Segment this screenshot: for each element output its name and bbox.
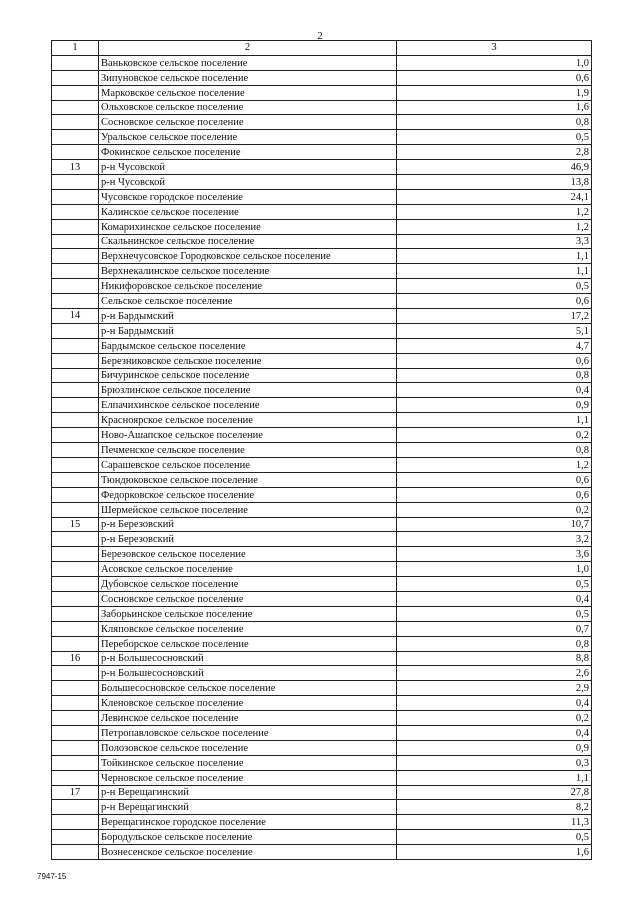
row-number-cell (52, 383, 99, 398)
row-name-cell: Асовское сельское поселение (99, 562, 397, 577)
row-number-cell (52, 636, 99, 651)
table-row (52, 770, 592, 785)
row-number-cell (52, 591, 99, 606)
row-value-cell: 1,2 (397, 219, 592, 234)
row-name-cell: Березниковское сельское поселение (99, 353, 397, 368)
row-number-cell (52, 472, 99, 487)
row-name-cell: Вознесенское сельское поселение (99, 845, 397, 860)
table-row (52, 249, 592, 264)
row-number-cell (52, 85, 99, 100)
row-number-cell (52, 130, 99, 145)
row-number-cell (52, 487, 99, 502)
row-value-cell: 0,5 (397, 830, 592, 845)
row-name-cell: р-н Верещагинский (99, 800, 397, 815)
row-value-cell: 2,9 (397, 681, 592, 696)
table-row (52, 621, 592, 636)
row-number-cell (52, 249, 99, 264)
row-number-cell (52, 845, 99, 860)
row-number-cell (52, 621, 99, 636)
table-row (52, 740, 592, 755)
row-name-cell: Кляповское сельское поселение (99, 621, 397, 636)
row-number-cell: 16 (52, 651, 99, 666)
row-number-cell (52, 294, 99, 309)
table-row (52, 666, 592, 681)
row-number-cell (52, 562, 99, 577)
table-row (52, 532, 592, 547)
table-row (52, 323, 592, 338)
row-name-cell: Дубовское сельское поселение (99, 577, 397, 592)
row-number-cell (52, 353, 99, 368)
row-value-cell: 10,7 (397, 517, 592, 532)
row-number-cell (52, 502, 99, 517)
row-value-cell: 0,5 (397, 279, 592, 294)
row-value-cell: 2,8 (397, 145, 592, 160)
row-number-cell (52, 547, 99, 562)
row-value-cell: 8,2 (397, 800, 592, 815)
table-row (52, 502, 592, 517)
row-name-cell: р-н Чусовской (99, 160, 397, 175)
row-name-cell: Печменское сельское поселение (99, 443, 397, 458)
table-row (52, 457, 592, 472)
row-number-cell (52, 830, 99, 845)
table-row (52, 547, 592, 562)
column-header-2: 2 (99, 41, 397, 56)
row-name-cell: Брюзлинское сельское поселение (99, 383, 397, 398)
row-name-cell: р-н Бардымский (99, 309, 397, 324)
row-name-cell: Чусовское городское поселение (99, 189, 397, 204)
column-header-1: 1 (52, 41, 99, 56)
table-row (52, 487, 592, 502)
row-value-cell: 0,8 (397, 368, 592, 383)
footer-code: 7947-15 (37, 872, 67, 881)
row-number-cell (52, 55, 99, 70)
table-row (52, 696, 592, 711)
row-value-cell: 0,6 (397, 487, 592, 502)
row-name-cell: Зипуновское сельское поселение (99, 70, 397, 85)
row-value-cell: 24,1 (397, 189, 592, 204)
row-name-cell: р-н Большесосновский (99, 666, 397, 681)
row-value-cell: 1,9 (397, 85, 592, 100)
row-name-cell: Федорковское сельское поселение (99, 487, 397, 502)
row-name-cell: Елпачихинское сельское поселение (99, 398, 397, 413)
table-row (52, 115, 592, 130)
table-row (52, 562, 592, 577)
table-row (52, 591, 592, 606)
table-row (52, 353, 592, 368)
row-value-cell: 0,4 (397, 591, 592, 606)
row-value-cell: 27,8 (397, 785, 592, 800)
table-row (52, 681, 592, 696)
row-name-cell: Ново-Ашапское сельское поселение (99, 428, 397, 443)
row-name-cell: Полозовское сельское поселение (99, 740, 397, 755)
row-value-cell: 1,1 (397, 249, 592, 264)
row-name-cell: Кленовское сельское поселение (99, 696, 397, 711)
row-value-cell: 11,3 (397, 815, 592, 830)
page-number: 2 (317, 30, 323, 42)
table-row (52, 651, 592, 666)
row-value-cell: 3,3 (397, 234, 592, 249)
table-header-row (52, 41, 592, 56)
row-name-cell: Сельское сельское поселение (99, 294, 397, 309)
row-name-cell: Тюндюковское сельское поселение (99, 472, 397, 487)
column-header-3: 3 (397, 41, 592, 56)
row-number-cell (52, 234, 99, 249)
row-value-cell: 0,6 (397, 70, 592, 85)
table-row (52, 845, 592, 860)
table-row (52, 204, 592, 219)
row-name-cell: Бардымское сельское поселение (99, 338, 397, 353)
table-row (52, 711, 592, 726)
row-name-cell: Шермейское сельское поселение (99, 502, 397, 517)
row-name-cell: Уральское сельское поселение (99, 130, 397, 145)
row-number-cell (52, 725, 99, 740)
row-number-cell (52, 457, 99, 472)
table-row (52, 755, 592, 770)
row-name-cell: Ваньковское сельское поселение (99, 55, 397, 70)
row-name-cell: Марковское сельское поселение (99, 85, 397, 100)
row-number-cell (52, 338, 99, 353)
row-number-cell (52, 532, 99, 547)
row-number-cell (52, 100, 99, 115)
row-value-cell: 1,2 (397, 204, 592, 219)
row-value-cell: 0,6 (397, 353, 592, 368)
row-number-cell (52, 323, 99, 338)
table-row (52, 160, 592, 175)
row-number-cell: 17 (52, 785, 99, 800)
row-number-cell (52, 681, 99, 696)
row-name-cell: Бичуринское сельское поселение (99, 368, 397, 383)
row-number-cell (52, 368, 99, 383)
table-row (52, 189, 592, 204)
row-name-cell: Комарихинское сельское поселение (99, 219, 397, 234)
row-value-cell: 0,5 (397, 130, 592, 145)
table-row (52, 800, 592, 815)
table-row (52, 279, 592, 294)
table-row (52, 517, 592, 532)
row-name-cell: Заборьинское сельское поселение (99, 606, 397, 621)
row-value-cell: 17,2 (397, 309, 592, 324)
row-name-cell: Фокинское сельское поселение (99, 145, 397, 160)
data-table (51, 40, 592, 860)
row-number-cell (52, 175, 99, 190)
row-value-cell: 0,4 (397, 696, 592, 711)
row-name-cell: Красноярское сельское поселение (99, 413, 397, 428)
row-name-cell: Бородульское сельское поселение (99, 830, 397, 845)
row-name-cell: Черновское сельское поселение (99, 770, 397, 785)
row-number-cell: 13 (52, 160, 99, 175)
row-name-cell: Верхнечусовское Городковское сельское поселение (99, 249, 397, 264)
row-number-cell (52, 189, 99, 204)
row-value-cell: 0,6 (397, 472, 592, 487)
row-number-cell (52, 815, 99, 830)
row-value-cell: 0,3 (397, 755, 592, 770)
row-value-cell: 1,0 (397, 55, 592, 70)
row-value-cell: 2,6 (397, 666, 592, 681)
row-name-cell: Калинское сельское поселение (99, 204, 397, 219)
row-number-cell (52, 145, 99, 160)
row-value-cell: 1,1 (397, 770, 592, 785)
row-name-cell: Переборское сельское поселение (99, 636, 397, 651)
row-value-cell: 1,0 (397, 562, 592, 577)
table-row (52, 577, 592, 592)
row-number-cell (52, 398, 99, 413)
row-number-cell (52, 696, 99, 711)
row-value-cell: 0,9 (397, 740, 592, 755)
row-value-cell: 0,6 (397, 294, 592, 309)
row-name-cell: р-н Чусовской (99, 175, 397, 190)
table-row (52, 785, 592, 800)
row-number-cell (52, 606, 99, 621)
table-row (52, 338, 592, 353)
table-row (52, 175, 592, 190)
row-name-cell: Тойкинское сельское поселение (99, 755, 397, 770)
row-value-cell: 0,2 (397, 428, 592, 443)
row-value-cell: 1,2 (397, 457, 592, 472)
row-value-cell: 0,4 (397, 383, 592, 398)
row-value-cell: 8,8 (397, 651, 592, 666)
row-name-cell: р-н Верещагинский (99, 785, 397, 800)
table-row (52, 145, 592, 160)
table-row (52, 70, 592, 85)
row-name-cell: Петропавловское сельское поселение (99, 725, 397, 740)
row-value-cell: 1,6 (397, 100, 592, 115)
row-value-cell: 1,6 (397, 845, 592, 860)
row-number-cell (52, 443, 99, 458)
row-name-cell: р-н Бардымский (99, 323, 397, 338)
table-row (52, 428, 592, 443)
row-value-cell: 1,1 (397, 413, 592, 428)
row-value-cell: 3,2 (397, 532, 592, 547)
table-row (52, 398, 592, 413)
row-value-cell: 0,5 (397, 577, 592, 592)
row-value-cell: 46,9 (397, 160, 592, 175)
row-number-cell (52, 711, 99, 726)
row-name-cell: Большесосновское сельское поселение (99, 681, 397, 696)
table-row (52, 636, 592, 651)
table-row (52, 264, 592, 279)
row-number-cell (52, 770, 99, 785)
row-name-cell: р-н Большесосновский (99, 651, 397, 666)
row-name-cell: Верещагинское городское поселение (99, 815, 397, 830)
row-number-cell (52, 115, 99, 130)
row-name-cell: Сосновское сельское поселение (99, 115, 397, 130)
row-value-cell: 0,5 (397, 606, 592, 621)
row-value-cell: 0,9 (397, 398, 592, 413)
row-value-cell: 0,8 (397, 443, 592, 458)
row-number-cell (52, 70, 99, 85)
table-row (52, 234, 592, 249)
row-name-cell: Никифоровское сельское поселение (99, 279, 397, 294)
row-number-cell: 15 (52, 517, 99, 532)
table-row (52, 383, 592, 398)
row-number-cell (52, 428, 99, 443)
table-row (52, 368, 592, 383)
row-number-cell (52, 800, 99, 815)
row-value-cell: 0,8 (397, 115, 592, 130)
row-name-cell: Сарашевское сельское поселение (99, 457, 397, 472)
table-row (52, 100, 592, 115)
table-row (52, 443, 592, 458)
table-row (52, 219, 592, 234)
table-row (52, 606, 592, 621)
row-number-cell: 14 (52, 309, 99, 324)
row-number-cell (52, 219, 99, 234)
row-number-cell (52, 264, 99, 279)
table-row (52, 725, 592, 740)
row-name-cell: р-н Березовский (99, 517, 397, 532)
row-value-cell: 0,8 (397, 636, 592, 651)
table-row (52, 85, 592, 100)
table-row (52, 830, 592, 845)
row-number-cell (52, 666, 99, 681)
table-row (52, 294, 592, 309)
row-value-cell: 13,8 (397, 175, 592, 190)
table-row (52, 309, 592, 324)
row-value-cell: 1,1 (397, 264, 592, 279)
row-number-cell (52, 204, 99, 219)
row-value-cell: 5,1 (397, 323, 592, 338)
row-name-cell: Сосновское сельское поселение (99, 591, 397, 606)
table-row (52, 472, 592, 487)
row-number-cell (52, 577, 99, 592)
row-value-cell: 4,7 (397, 338, 592, 353)
row-name-cell: Левинское сельское поселение (99, 711, 397, 726)
row-value-cell: 0,2 (397, 502, 592, 517)
table-row (52, 815, 592, 830)
row-value-cell: 0,7 (397, 621, 592, 636)
row-number-cell (52, 755, 99, 770)
row-name-cell: Верхнекалинское сельское поселение (99, 264, 397, 279)
row-number-cell (52, 740, 99, 755)
row-name-cell: р-н Березовский (99, 532, 397, 547)
row-number-cell (52, 279, 99, 294)
row-name-cell: Березовское сельское поселение (99, 547, 397, 562)
table-row (52, 130, 592, 145)
table-row (52, 55, 592, 70)
row-name-cell: Ольховское сельское поселение (99, 100, 397, 115)
row-value-cell: 0,2 (397, 711, 592, 726)
row-number-cell (52, 413, 99, 428)
row-value-cell: 0,4 (397, 725, 592, 740)
table-row (52, 413, 592, 428)
row-value-cell: 3,6 (397, 547, 592, 562)
row-name-cell: Скальнинское сельское поселение (99, 234, 397, 249)
